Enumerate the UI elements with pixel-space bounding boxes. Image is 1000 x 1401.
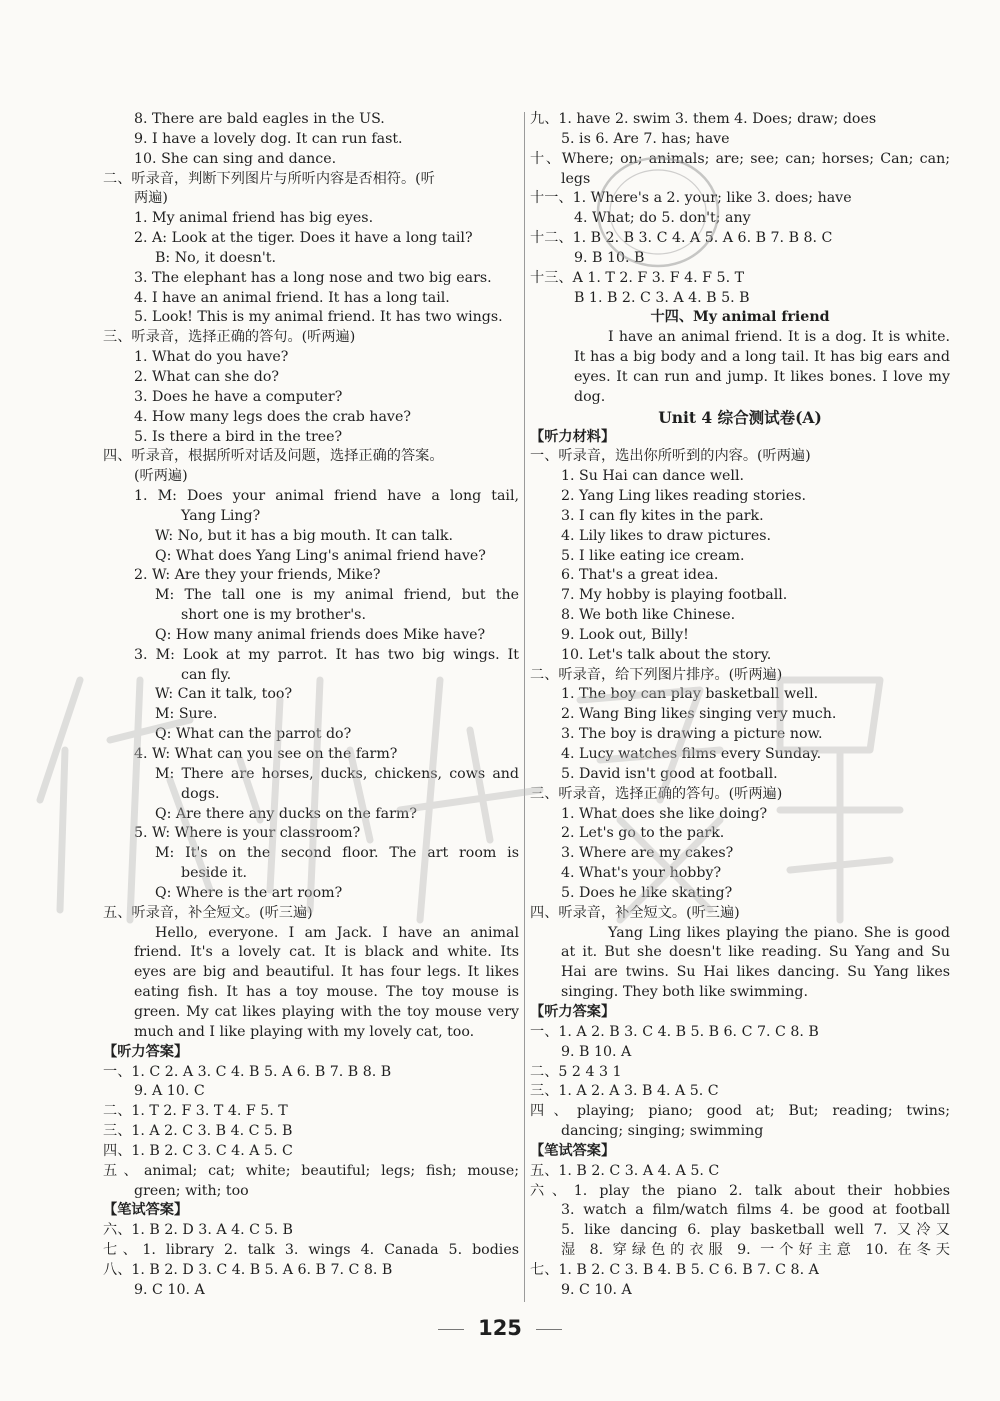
page-number bbox=[0, 1316, 1000, 1340]
text-line: singing. They both like swimming. bbox=[561, 984, 809, 1001]
text-line: 3. watch a film/watch films 4. be good at football bbox=[561, 1202, 950, 1219]
right-column bbox=[530, 110, 950, 1301]
text-line: 3. The elephant has a long nose and two big ears. bbox=[134, 269, 492, 286]
text-line: 五、animal; cat; white; beautiful; legs; fish; mouse; bbox=[103, 1162, 519, 1179]
text-line: 二、听录音，判断下列图片与所听内容是否相符。(听 bbox=[103, 170, 435, 187]
text-line: 四、1. B 2. C 3. C 4. A 5. C bbox=[103, 1142, 293, 1159]
text-line: 5. Look! This is my animal friend. It has two wings. bbox=[134, 309, 503, 326]
text-line: 8. There are bald eagles in the US. bbox=[134, 111, 385, 127]
text-line: W: Can it talk, too? bbox=[155, 686, 293, 703]
text-line: M: Sure. bbox=[155, 706, 218, 723]
text-line: 9. C 10. A bbox=[134, 1281, 205, 1298]
text-line: I have an animal friend. It is a dog. It is white. bbox=[608, 329, 950, 346]
text-line: 3. The boy is drawing a picture now. bbox=[561, 726, 823, 743]
text-line: 1. My animal friend has big eyes. bbox=[134, 210, 374, 227]
text-line: (听两遍) bbox=[134, 468, 188, 485]
text-line: legs bbox=[561, 170, 591, 187]
text-line: 4. I have an animal friend. It has a long tail. bbox=[134, 289, 450, 306]
text-line: 七、1. library 2. talk 3. wings 4. Canada 5. bodies bbox=[103, 1242, 519, 1259]
text-line: green. My cat likes playing with the toy mouse very bbox=[134, 1003, 519, 1020]
text-line: 4. W: What can you see on the farm? bbox=[134, 746, 398, 762]
text-line: short one is my brother's. bbox=[181, 607, 366, 624]
text-line: 5. David isn't good at football. bbox=[561, 765, 778, 782]
text-line: 2. A: Look at the tiger. Does it have a long tail? bbox=[134, 230, 473, 247]
text-line: 9. B 10. A bbox=[561, 1043, 632, 1060]
page-number-dash bbox=[536, 1329, 562, 1330]
text-line: dancing; singing; swimming bbox=[561, 1123, 764, 1140]
text-line: beside it. bbox=[181, 865, 248, 882]
text-line: 九、1. have 2. swim 3. them 4. Does; draw; does bbox=[530, 111, 877, 127]
text-line: 1. Su Hai can dance well. bbox=[561, 468, 744, 485]
text-line: dogs. bbox=[181, 785, 220, 802]
text-line: 十三、A 1. T 2. F 3. F 4. F 5. T bbox=[530, 269, 745, 286]
text-line: 一、听录音，选出你所听到的内容。(听两遍) bbox=[530, 448, 811, 465]
text-line: eyes. It can run and jump. It likes bones. I love my bbox=[574, 368, 950, 385]
text-line: much and I like playing with my lovely cat, too. bbox=[134, 1023, 475, 1040]
page-number-text: 125 bbox=[478, 1316, 522, 1340]
text-line: Hai are twins. Su Hai likes dancing. Su Yang likes bbox=[561, 964, 950, 981]
section-header: 【听力答案】 bbox=[103, 1043, 189, 1060]
text-line: Q: How many animal friends does Mike have? bbox=[155, 626, 486, 643]
column-divider bbox=[524, 112, 525, 1302]
text-line: 十一、1. Where's a 2. your; like 3. does; have bbox=[530, 190, 852, 207]
text-line: 二、5 2 4 3 1 bbox=[530, 1063, 622, 1080]
text-line: 三、1. A 2. A 3. B 4. A 5. C bbox=[530, 1083, 719, 1100]
text-line: M: There are horses, ducks, chickens, cows and bbox=[155, 765, 519, 782]
text-line: It has a big body and a long tail. It has big ears and bbox=[574, 349, 950, 366]
text-line: 十二、1. B 2. B 3. C 4. A 5. A 6. B 7. B 8. C bbox=[530, 230, 833, 247]
text-line: can fly. bbox=[181, 666, 232, 683]
text-line: 9. A 10. C bbox=[134, 1083, 205, 1100]
text-line: W: No, but it has a big mouth. It can talk. bbox=[155, 527, 454, 544]
text-line: at it. But she doesn't like reading. Su Yang and Su bbox=[561, 944, 950, 961]
section-header: 【笔试答案】 bbox=[530, 1142, 616, 1159]
text-line: 十、Where; on; animals; are; see; can; horses; Can; can; bbox=[530, 150, 950, 167]
text-line: Q: What can the parrot do? bbox=[155, 726, 352, 743]
text-line: Q: What does Yang Ling's animal friend have? bbox=[155, 547, 486, 564]
text-line: 9. I have a lovely dog. It can run fast. bbox=[134, 130, 403, 147]
text-line: Q: Where is the art room? bbox=[155, 884, 343, 901]
text-line: 4. Lucy watches films every Sunday. bbox=[561, 746, 822, 762]
text-line: Q: Are there any ducks on the farm? bbox=[155, 805, 417, 822]
text-line: 四、playing; piano; good at; But; reading; twins; bbox=[530, 1103, 950, 1120]
text-line: eating fish. It has a toy mouse. The toy mouse is bbox=[134, 984, 519, 1001]
unit-title: Unit 4 综合测试卷(A) bbox=[658, 407, 822, 427]
text-line: 5. Does he like skating? bbox=[561, 884, 733, 901]
text-line: 八、1. B 2. D 3. C 4. B 5. A 6. B 7. C 8. B bbox=[103, 1261, 393, 1278]
text-line: 4. Lily likes to draw pictures. bbox=[561, 527, 772, 544]
text-line: 1. M: Does your animal friend have a long tail, bbox=[134, 488, 519, 505]
text-line: 3. Does he have a computer? bbox=[134, 388, 343, 405]
text-line: 一、1. C 2. A 3. C 4. B 5. A 6. B 7. B 8. B bbox=[103, 1063, 392, 1080]
text-line: 5. I like eating ice cream. bbox=[561, 547, 745, 564]
essay-title: 十四、My animal friend bbox=[650, 309, 830, 326]
text-line: 10. Let's talk about the story. bbox=[561, 646, 772, 663]
text-line: 2. Yang Ling likes reading stories. bbox=[561, 488, 807, 505]
text-line: 4. What's your hobby? bbox=[561, 865, 722, 882]
text-line: 3. M: Look at my parrot. It has two big wings. It bbox=[134, 646, 519, 663]
text-line: 5. Is there a bird in the tree? bbox=[134, 428, 343, 445]
text-line: 五、听录音，补全短文。(听三遍) bbox=[103, 904, 313, 921]
text-line: 5. W: Where is your classroom? bbox=[134, 825, 361, 842]
text-line: eyes are big and beautiful. It has four legs. It likes bbox=[134, 964, 519, 981]
text-line: 2. Wang Bing likes singing very much. bbox=[561, 706, 837, 723]
text-line: 10. She can sing and dance. bbox=[134, 150, 337, 167]
text-line: 两遍) bbox=[134, 190, 168, 207]
text-line: 5. is 6. Are 7. has; have bbox=[561, 130, 730, 147]
section-header: 【听力材料】 bbox=[530, 428, 616, 445]
left-column bbox=[103, 110, 519, 1301]
text-line: 二、1. T 2. F 3. T 4. F 5. T bbox=[103, 1103, 288, 1120]
text-line: 3. I can fly kites in the park. bbox=[561, 507, 764, 524]
text-line: 7. My hobby is playing football. bbox=[561, 587, 788, 604]
text-line: 9. B 10. B bbox=[574, 249, 645, 266]
text-line: B: No, it doesn't. bbox=[155, 249, 276, 266]
text-line: 二、听录音，给下列图片排序。(听两遍) bbox=[530, 666, 783, 683]
text-line: 1. The boy can play basketball well. bbox=[561, 686, 819, 703]
text-line: 2. W: Are they your friends, Mike? bbox=[134, 567, 381, 584]
text-line: 4. How many legs does the crab have? bbox=[134, 408, 411, 425]
text-line: 六、1. B 2. D 3. A 4. C 5. B bbox=[103, 1222, 293, 1239]
text-line: M: It's on the second floor. The art room is bbox=[155, 845, 519, 862]
text-line: 3. Where are my cakes? bbox=[561, 845, 734, 862]
text-line: green; with; too bbox=[134, 1182, 249, 1199]
text-line: B 1. B 2. C 3. A 4. B 5. B bbox=[574, 289, 750, 306]
section-header: 【听力答案】 bbox=[530, 1003, 616, 1020]
text-line: 三、1. A 2. C 3. B 4. C 5. B bbox=[103, 1123, 293, 1140]
text-line: 5. like dancing 6. play basketball well 7. 又冷又 bbox=[561, 1222, 950, 1239]
section-header: 【笔试答案】 bbox=[103, 1202, 189, 1219]
text-line: 1. What does she like doing? bbox=[561, 805, 768, 822]
text-line: Yang Ling? bbox=[181, 507, 261, 524]
text-line: 9. C 10. A bbox=[561, 1281, 632, 1298]
text-line: Yang Ling likes playing the piano. She is good bbox=[608, 924, 950, 941]
text-line: 6. That's a great idea. bbox=[561, 567, 719, 584]
text-line: 五、1. B 2. C 3. A 4. A 5. C bbox=[530, 1162, 720, 1179]
text-line: 8. We both like Chinese. bbox=[561, 607, 736, 624]
text-line: 9. Look out, Billy! bbox=[561, 626, 689, 643]
text-line: 1. What do you have? bbox=[134, 349, 289, 366]
text-line: Hello, everyone. I am Jack. I have an animal bbox=[155, 924, 519, 941]
text-line: 四、听录音，补全短文。(听三遍) bbox=[530, 904, 740, 921]
text-line: 六、1. play the piano 2. talk about their hobbies bbox=[530, 1182, 950, 1199]
text-line: 三、听录音，选择正确的答句。(听两遍) bbox=[103, 329, 356, 346]
text-line: 四、听录音，根据所听对话及问题，选择正确的答案。 bbox=[103, 448, 444, 465]
text-line: 4. What; do 5. don't; any bbox=[574, 210, 751, 227]
text-line: 2. What can she do? bbox=[134, 368, 280, 385]
text-line: 一、1. A 2. B 3. C 4. B 5. B 6. C 7. C 8. B bbox=[530, 1023, 819, 1040]
text-line: 湿 8. 穿绿色的衣服 9. 一个好主意 10. 在冬天 bbox=[561, 1242, 950, 1259]
text-line: dog. bbox=[574, 388, 606, 405]
text-line: 三、听录音，选择正确的答句。(听两遍) bbox=[530, 785, 783, 802]
text-line: M: The tall one is my animal friend, but the bbox=[155, 587, 519, 604]
text-line: 2. Let's go to the park. bbox=[561, 825, 725, 842]
page-number-dash bbox=[438, 1329, 464, 1330]
text-line: friend. It's a lovely cat. It is black and white. Its bbox=[134, 944, 519, 961]
text-line: 七、1. B 2. C 3. B 4. B 5. C 6. B 7. C 8. A bbox=[530, 1261, 819, 1278]
